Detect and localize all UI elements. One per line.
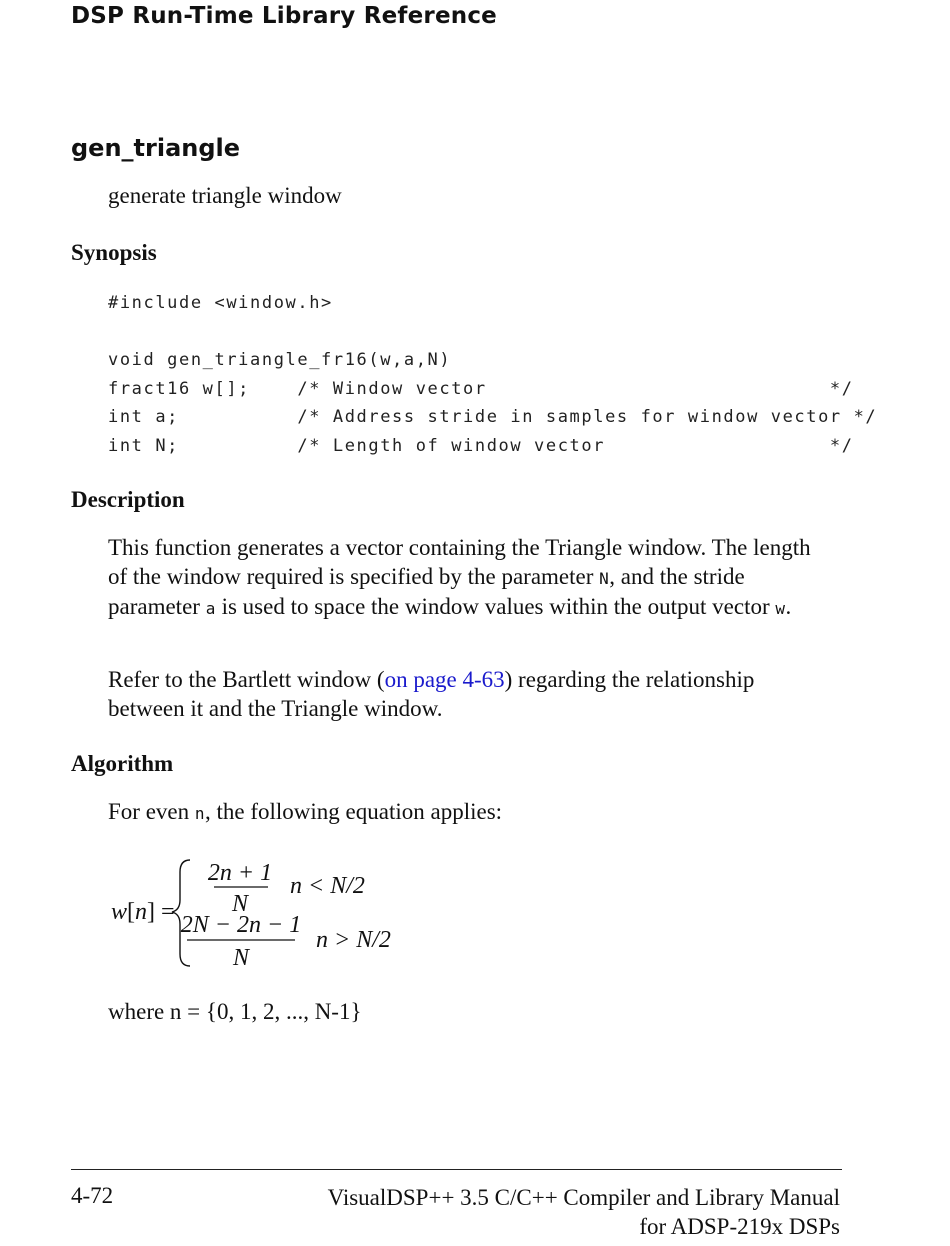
- description-paragraph: [108, 534, 828, 624]
- footer-manual-line-1: VisualDSP++ 3.5 C/C++ Compiler and Library Manual: [327, 1185, 840, 1210]
- text: is used to space the window values within the output vector: [215, 594, 776, 620]
- where-clause: where n = {0, 1, 2, ..., N-1}: [108, 999, 362, 1024]
- text: ) regarding the relationship between it and the Triangle window.: [108, 667, 755, 721]
- case1-denominator: N: [231, 891, 249, 917]
- case1-numerator: 2n + 1: [207, 860, 273, 886]
- code-line: int N; /* Length of window vector */: [108, 435, 854, 456]
- code-line: fract16 w[]; /* Window vector */: [108, 378, 854, 399]
- page-link[interactable]: on page 4-63: [384, 667, 505, 692]
- code-line: void gen_triangle_fr16(w,a,N): [108, 350, 452, 371]
- equation-lhs-w: w: [111, 899, 128, 925]
- case1-condition: n < N/2: [290, 873, 365, 899]
- text: .: [785, 594, 792, 620]
- description-heading: Description: [71, 487, 185, 512]
- case2-numerator: 2N − 2n − 1: [180, 912, 302, 938]
- text: , and the stride parameter: [108, 563, 745, 620]
- synopsis-heading: Synopsis: [71, 240, 157, 265]
- algorithm-heading: Algorithm: [71, 751, 174, 776]
- description-paragraph-2: [108, 666, 828, 723]
- algorithm-intro: [108, 798, 828, 829]
- code-line: [108, 318, 877, 347]
- equation-lhs-close: ] =: [147, 899, 175, 925]
- footer-manual-title: [328, 1183, 840, 1241]
- code-line: int a; /* Address stride in samples for window vector */: [108, 407, 878, 428]
- text: This function generates a vector containing the Triangle window. The length of the window required is specified by the parameter: [108, 535, 811, 589]
- text: For even: [108, 799, 195, 824]
- function-title: gen_triangle: [71, 134, 241, 162]
- equation-lhs-n: n: [135, 899, 147, 925]
- text: Refer to the Bartlett window (: [108, 667, 385, 692]
- function-summary: generate triangle window: [108, 183, 342, 208]
- inline-code: N: [599, 568, 610, 588]
- case2-denominator: N: [232, 945, 250, 971]
- inline-code: a: [205, 599, 216, 619]
- synopsis-code-block: [108, 289, 877, 461]
- page-number: 4-72: [71, 1183, 114, 1208]
- text: , the following equation applies:: [205, 799, 503, 824]
- code-line: #include <window.h>: [108, 293, 333, 313]
- inline-code: w: [775, 599, 786, 619]
- inline-code: n: [194, 804, 206, 823]
- window-equation: [100, 848, 420, 978]
- footer-manual-line-2: for ADSP-219x DSPs: [639, 1214, 840, 1239]
- running-header: DSP Run-Time Library Reference: [71, 3, 497, 29]
- footer-divider: [71, 1169, 842, 1170]
- equation-lhs-open: [: [127, 899, 135, 925]
- case2-condition: n > N/2: [316, 927, 391, 953]
